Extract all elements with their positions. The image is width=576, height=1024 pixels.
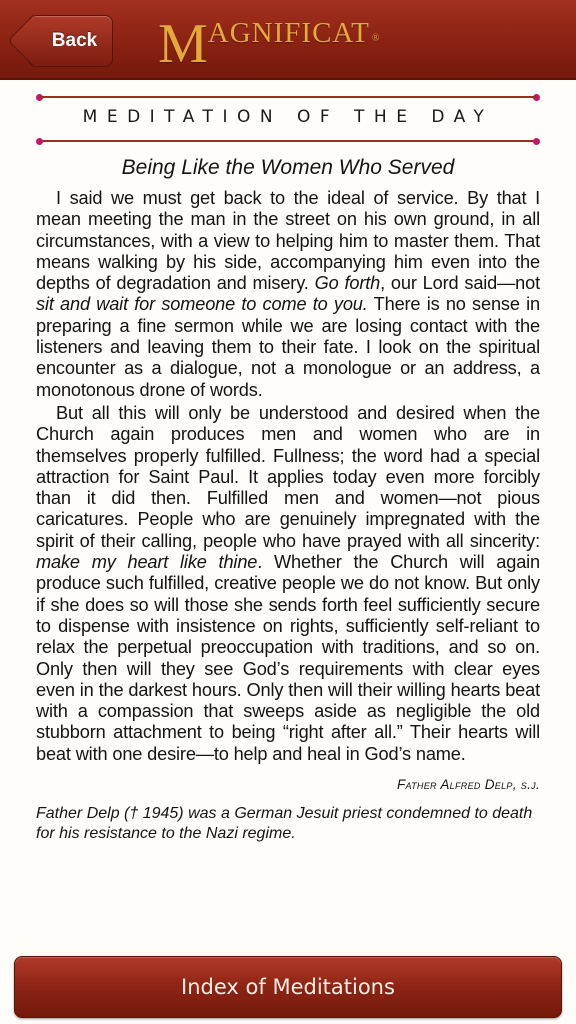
ornament-dot-bottom-right — [533, 138, 540, 145]
text-run: , our Lord said—not — [380, 273, 541, 294]
emphasis-text: make my heart like thine — [36, 552, 258, 573]
text-run: I said we must get back to the ideal of service. By that I mean meeting the man in the street on his own ground, in all circumstances, with a view to helping him to master them. That means walking by his side, accompanying him even into the depths of degradation and misery. — [36, 188, 540, 294]
logo-initial: M — [158, 13, 208, 75]
magnificat-logo — [158, 10, 380, 75]
bottom-bar — [0, 944, 576, 1024]
index-of-meditations-button[interactable]: Index of Meditations — [14, 956, 562, 1018]
article-paragraph-1 — [36, 188, 540, 401]
text-run: There is no sense in preparing a fine sermon while we are losing contact with the listeners and leaving them to their fate. I look on the spiritual encounter as a dialogue, not a monologue or an address, a monotonous drone of words. — [36, 294, 540, 400]
ornament-dot-bottom-left — [36, 138, 43, 145]
back-button-label: Back — [51, 30, 98, 51]
meditation-article — [36, 154, 540, 844]
navigation-bar — [0, 0, 576, 80]
text-run: . Whether the Church will again produce such fulfilled, creative people we do not know. But only if she does so will those she sends forth feel sufficiently secure to dispense with insistence on rights, sufficiently self-reliant to relax the perpetual preoccupation with traditions, and so on. Only then will they see God’s requirements with clear eyes even in the darkest hours. Only then will their willing hearts beat with a compassion that sweeps aside as negligible the old stubborn attachment to being “right after all.” Their hearts will beat with one desire—to help and heal in God’s name. — [36, 552, 541, 764]
back-button[interactable] — [28, 15, 113, 67]
emphasis-text: Go forth — [314, 273, 381, 294]
registered-mark: ® — [371, 33, 380, 44]
header-rule-bottom — [40, 140, 536, 142]
logo-wordmark: AGNIFICAT — [207, 17, 370, 49]
author-bio: Father Delp († 1945) was a German Jesuit priest condemned to death for his resistance to the Nazi regime. — [36, 805, 533, 843]
text-run: But all this will only be understood and desired when the Church again produces men and women who are in themselves properly fulfilled. Fullness; the word had a special attraction for Saint Paul. It applies today even more forcibly than it did then. Fulfilled men and women—not pious caricatures. People who are genuinely impregnated with the spirit of their calling, people who have prayed with all sincerity: — [36, 402, 540, 551]
article-paragraph-2 — [36, 403, 540, 765]
header-rule-top — [40, 96, 536, 98]
section-title: MEDITATION OF THE DAY — [82, 107, 494, 127]
section-header — [0, 88, 576, 148]
article-title: Being Like the Women Who Served — [121, 156, 455, 179]
author-attribution: Father Alfred Delp, s.j. — [396, 777, 540, 793]
emphasis-text: sit and wait for someone to come to you. — [36, 294, 368, 315]
